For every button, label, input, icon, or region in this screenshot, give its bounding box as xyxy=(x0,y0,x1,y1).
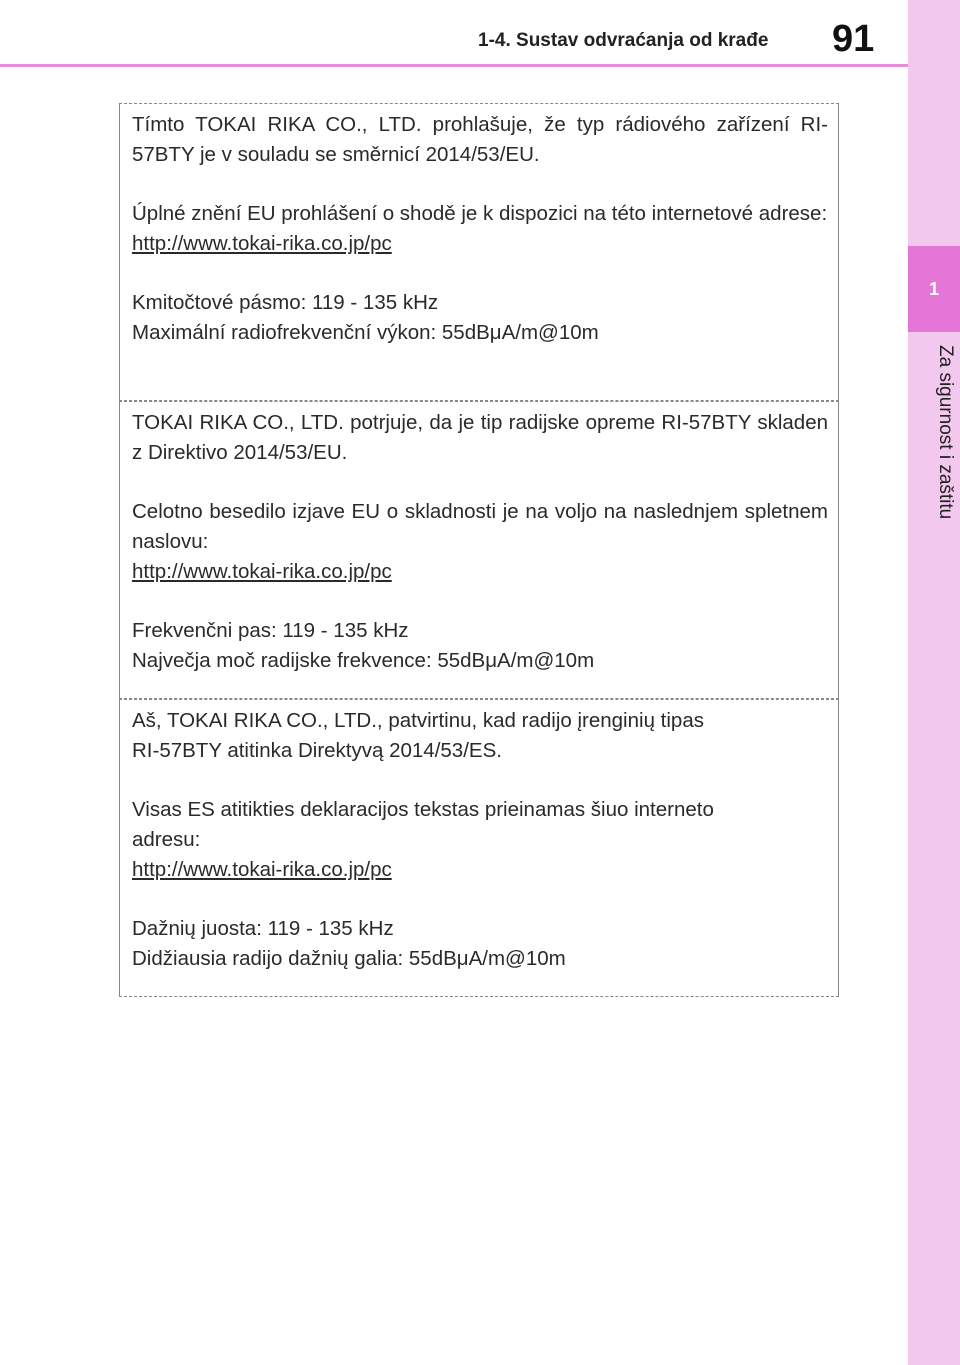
max-power: Maximální radiofrekvenční výkon: 55dBμA/m@10m xyxy=(132,321,599,344)
declaration-line-1: Aš, TOKAI RIKA CO., LTD., patvirtinu, kad radijo įrenginių tipas xyxy=(132,709,704,732)
notice-slovenian xyxy=(119,401,839,699)
frequency-band: Kmitočtové pásmo: 119 - 135 kHz xyxy=(132,291,439,314)
declaration-text: TOKAI RIKA CO., LTD. potrjuje, da je tip radijske opreme RI-57BTY skladen z Direktivo 2014/53/EU. xyxy=(132,411,828,464)
declaration-line-2: RI-57BTY atitinka Direktyvą 2014/53/ES. xyxy=(132,739,502,762)
frequency-band: Frekvenčni pas: 119 - 135 kHz xyxy=(132,619,409,642)
max-power: Največja moč radijske frekvence: 55dBμA/m@10m xyxy=(132,649,595,672)
frequency-band: Dažnių juosta: 119 - 135 kHz xyxy=(132,917,394,940)
page-number: 91 xyxy=(832,18,875,60)
full-text-line-1: Visas ES atitikties deklaracijos tekstas prieinamas šiuo interneto xyxy=(132,798,714,821)
declaration-text: Tímto TOKAI RIKA CO., LTD. prohlašuje, že typ rádiového zařízení RI-57BTY je v souladu se směrnicí 2014/53/EU. xyxy=(132,113,828,166)
side-tab xyxy=(908,0,960,1365)
declaration-link[interactable]: http://www.tokai-rika.co.jp/pc xyxy=(132,232,392,255)
max-power: Didžiausia radijo dažnių galia: 55dBμA/m@10m xyxy=(132,947,566,970)
header-rule xyxy=(0,64,908,67)
full-text-notice: Celotno besedilo izjave EU o skladnosti je na voljo na naslednjem spletnem naslovu: xyxy=(132,500,828,553)
chapter-title: Za sigurnost i zaštitu xyxy=(935,345,956,520)
chapter-tab[interactable] xyxy=(908,246,960,332)
full-text-notice: Úplné znění EU prohlášení o shodě je k dispozici na této internetové adrese: xyxy=(132,202,828,225)
declaration-link[interactable]: http://www.tokai-rika.co.jp/pc xyxy=(132,560,392,583)
chapter-number: 1 xyxy=(928,278,939,299)
notice-lithuanian xyxy=(119,699,839,997)
full-text-line-2: adresu: xyxy=(132,828,201,851)
notice-czech xyxy=(119,103,839,401)
section-title: 1-4. Sustav odvraćanja od krađe xyxy=(478,30,769,51)
declaration-link[interactable]: http://www.tokai-rika.co.jp/pc xyxy=(132,858,392,881)
